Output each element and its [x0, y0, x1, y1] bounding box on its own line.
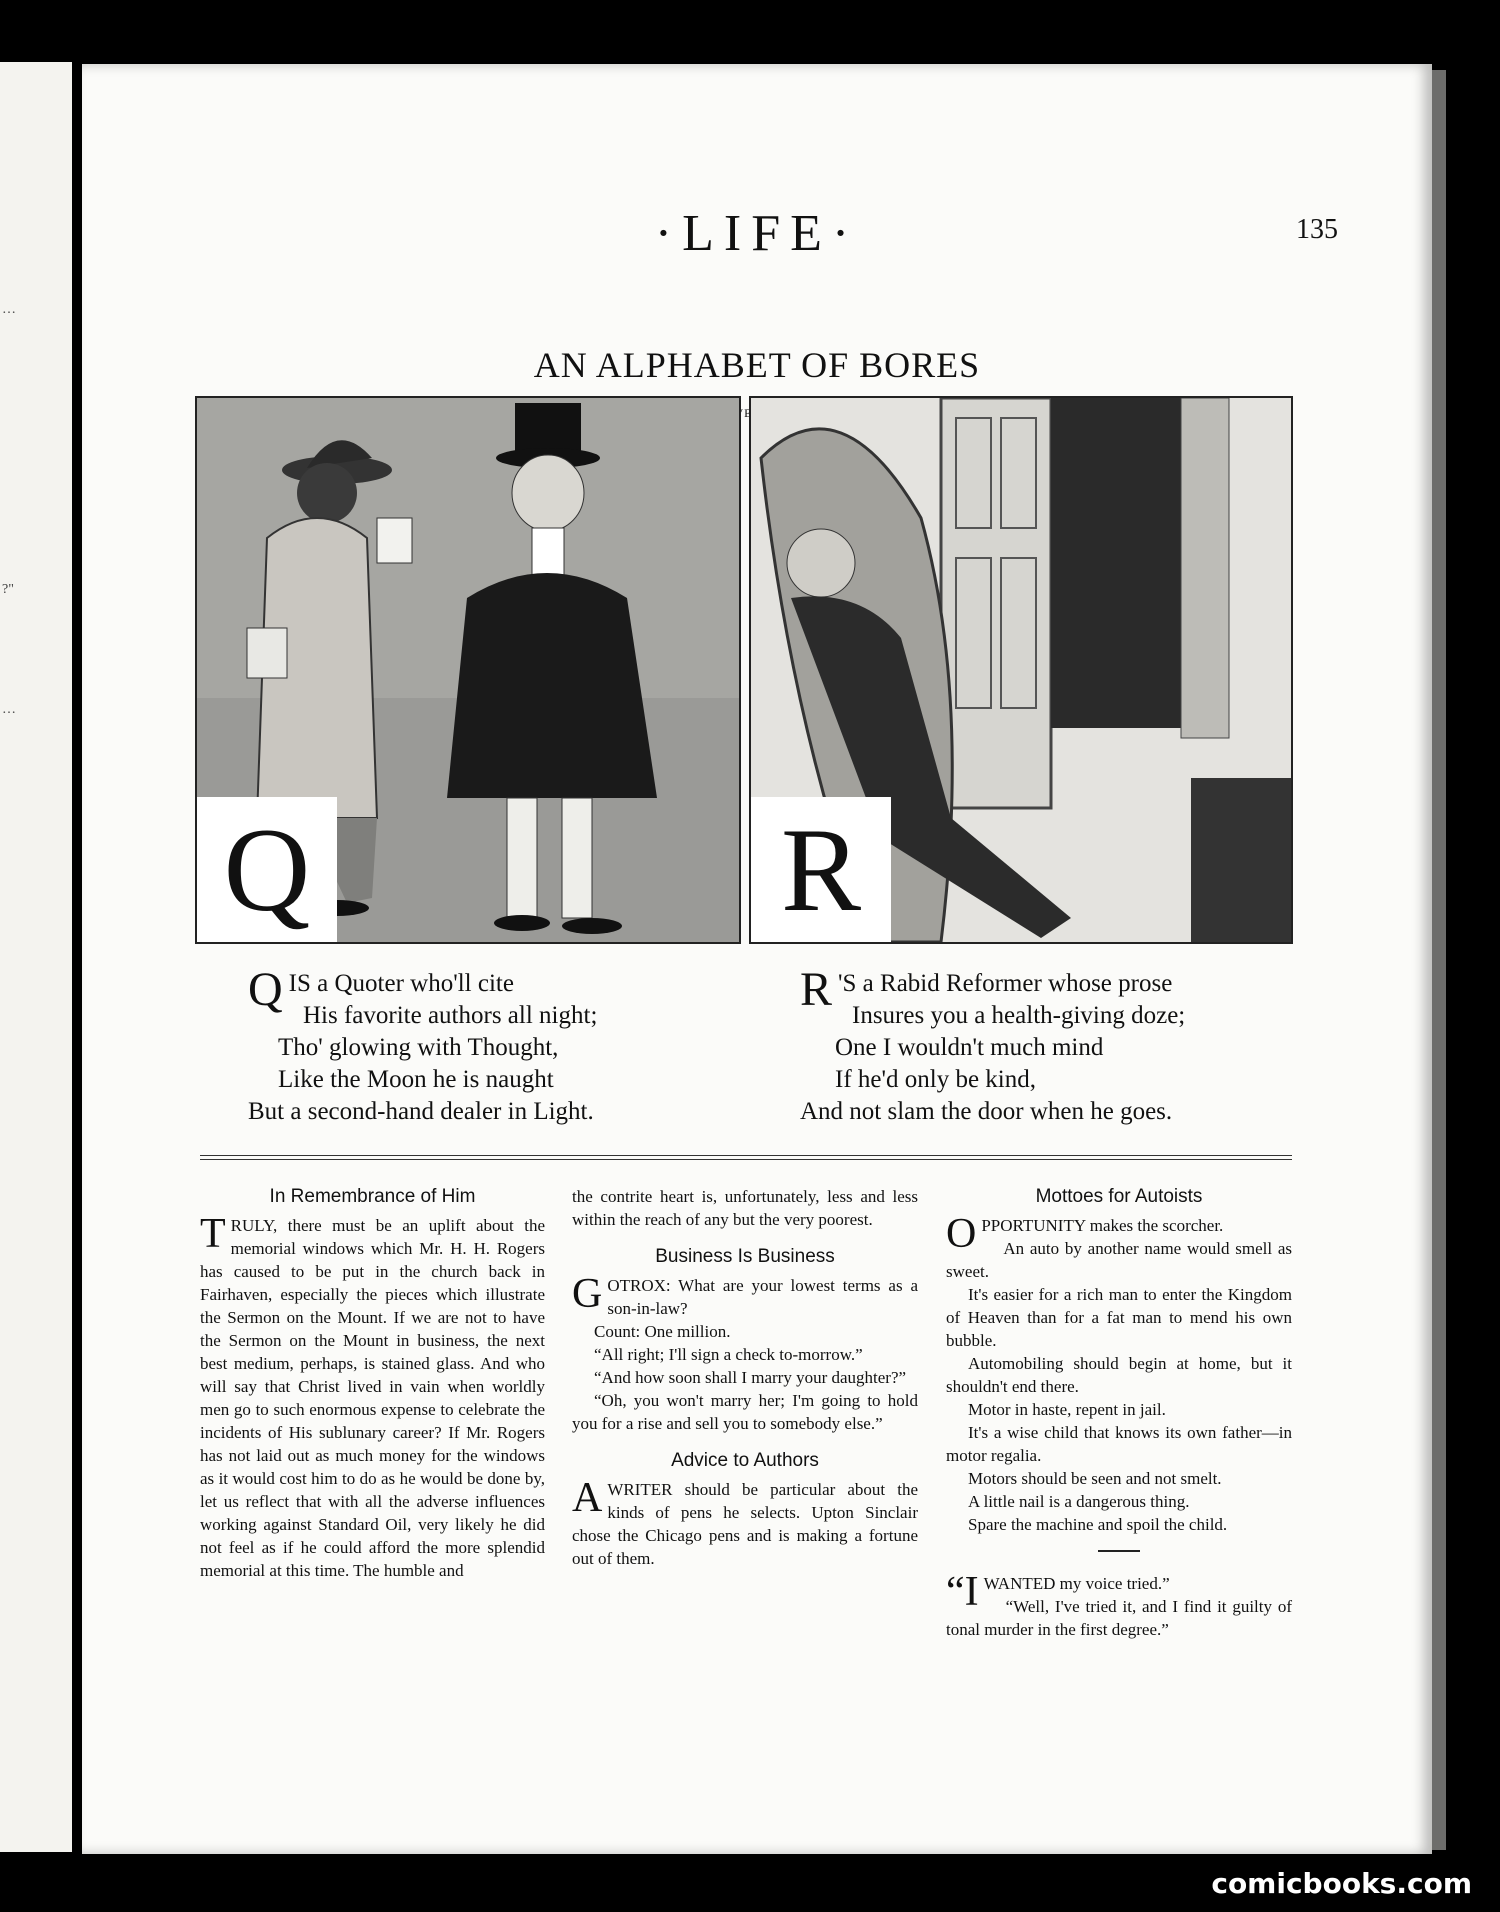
drop-cap: “I — [946, 1569, 979, 1615]
margin-mark: … — [2, 702, 16, 717]
verse-line: And not slam the door when he goes. — [800, 1098, 1173, 1125]
paragraph: the contrite heart is, unfortunately, less and less within the reach of any but the very poorest. — [572, 1187, 918, 1229]
drop-cap: G — [572, 1271, 603, 1317]
magazine-title: ·LIFE· — [654, 205, 860, 262]
drop-cap: O — [946, 1211, 977, 1257]
verse-initial: R — [800, 963, 833, 1016]
watermark: comicbooks.com — [1211, 1867, 1472, 1900]
column-3 — [946, 1185, 1292, 1641]
paragraph: It's easier for a rich man to enter the Kingdom of Heaven than for a fat man to mend his own bubble. — [946, 1285, 1292, 1350]
verse-line: If he'd only be kind, — [835, 1066, 1036, 1093]
paragraph: “All right; I'll sign a check to-morrow.” — [594, 1345, 863, 1364]
paragraph: It's a wise child that knows its own father—in motor regalia. — [946, 1423, 1292, 1465]
verse-line: Tho' glowing with Thought, — [278, 1034, 559, 1061]
verse-q — [248, 963, 598, 1128]
paragraph: WRITER should be particular about the kinds of pens he selects. Upton Sinclair chose the Chicago pens and is making a fortune out of them. — [572, 1480, 918, 1568]
paragraph: Motors should be seen and not smelt. — [968, 1469, 1222, 1488]
column-2 — [572, 1185, 918, 1570]
paragraph: WANTED my voice tried.” — [983, 1574, 1170, 1593]
verse-line: His favorite authors all night; — [303, 1002, 598, 1029]
column-1 — [200, 1185, 545, 1582]
paragraph: Automobiling should begin at home, but it shouldn't end there. — [946, 1354, 1292, 1396]
divider-rule — [200, 1159, 1292, 1160]
paragraph: A little nail is a dangerous thing. — [968, 1492, 1190, 1511]
paragraph: “Well, I've tried it, and I find it guilty of tonal murder in the first degree.” — [946, 1597, 1292, 1639]
verse-initial: Q — [248, 963, 283, 1016]
masthead — [82, 204, 1432, 263]
verse-line: But a second-hand dealer in Light. — [248, 1098, 594, 1125]
drop-cap: T — [200, 1211, 226, 1257]
page-number: 135 — [1296, 214, 1338, 245]
margin-mark: ?" — [2, 582, 14, 597]
left-facing-page — [0, 62, 72, 1852]
section-title: Advice to Authors — [671, 1450, 819, 1471]
paragraph: “And how soon shall I marry your daughter?” — [594, 1368, 907, 1387]
article-title: AN ALPHABET OF BORES — [533, 345, 981, 385]
margin-mark: … — [2, 302, 16, 317]
section-title: Business Is Business — [655, 1246, 835, 1267]
verse-r — [800, 963, 1186, 1128]
verse-line: 'S a Rabid Reformer whose prose — [838, 970, 1173, 997]
paragraph: RULY, there must be an uplift about the memorial windows which Mr. H. H. Rogers has caused to be put in the church back in Fairhaven, especially the pieces which illustrate the Sermon on the Mount. If we are not to have the Sermon on the Mount in business, the next best medium, perhaps, is stained glass. And who will say that Christ lived in vain when worldly men go to such enormous expense to celebrate the incidents of His sublunary career? If Mr. Rogers has not laid out as much money for the windows as it would cost him to do as he would be done by, let us reflect that with all the adverse influences working against Standard Oil, very likely he did not feel as if he could afford the more splendid memorial at this time. The humble and — [200, 1216, 545, 1580]
paragraph: PPORTUNITY makes the scorcher. — [981, 1216, 1224, 1235]
paragraph: An auto by another name would smell as sweet. — [946, 1239, 1292, 1281]
page-edge — [1432, 70, 1446, 1850]
verse-line: Insures you a health-giving doze; — [852, 1002, 1186, 1029]
verse-line: IS a Quoter who'll cite — [288, 970, 514, 997]
paragraph: “Oh, you won't marry her; I'm going to hold you for a rise and sell you to somebody else.” — [572, 1391, 918, 1433]
paragraph: Count: One million. — [594, 1322, 731, 1341]
paragraph: Spare the machine and spoil the child. — [968, 1515, 1228, 1534]
drop-cap: A — [572, 1475, 603, 1521]
paragraph: Motor in haste, repent in jail. — [968, 1400, 1166, 1419]
illustration-q — [195, 396, 741, 944]
illustration-letter-q: Q — [197, 797, 337, 942]
verse-line: Like the Moon he is naught — [278, 1066, 554, 1093]
section-separator — [1098, 1550, 1140, 1552]
verse-line: One I wouldn't much mind — [835, 1034, 1104, 1061]
divider-rule — [200, 1155, 1292, 1156]
paragraph: OTROX: What are your lowest terms as a son-in-law? — [607, 1276, 918, 1318]
section-title: Mottoes for Autoists — [1035, 1186, 1203, 1207]
section-title: In Remembrance of Him — [269, 1186, 476, 1207]
illustration-r — [749, 396, 1293, 944]
illustration-letter-r: R — [751, 797, 891, 942]
